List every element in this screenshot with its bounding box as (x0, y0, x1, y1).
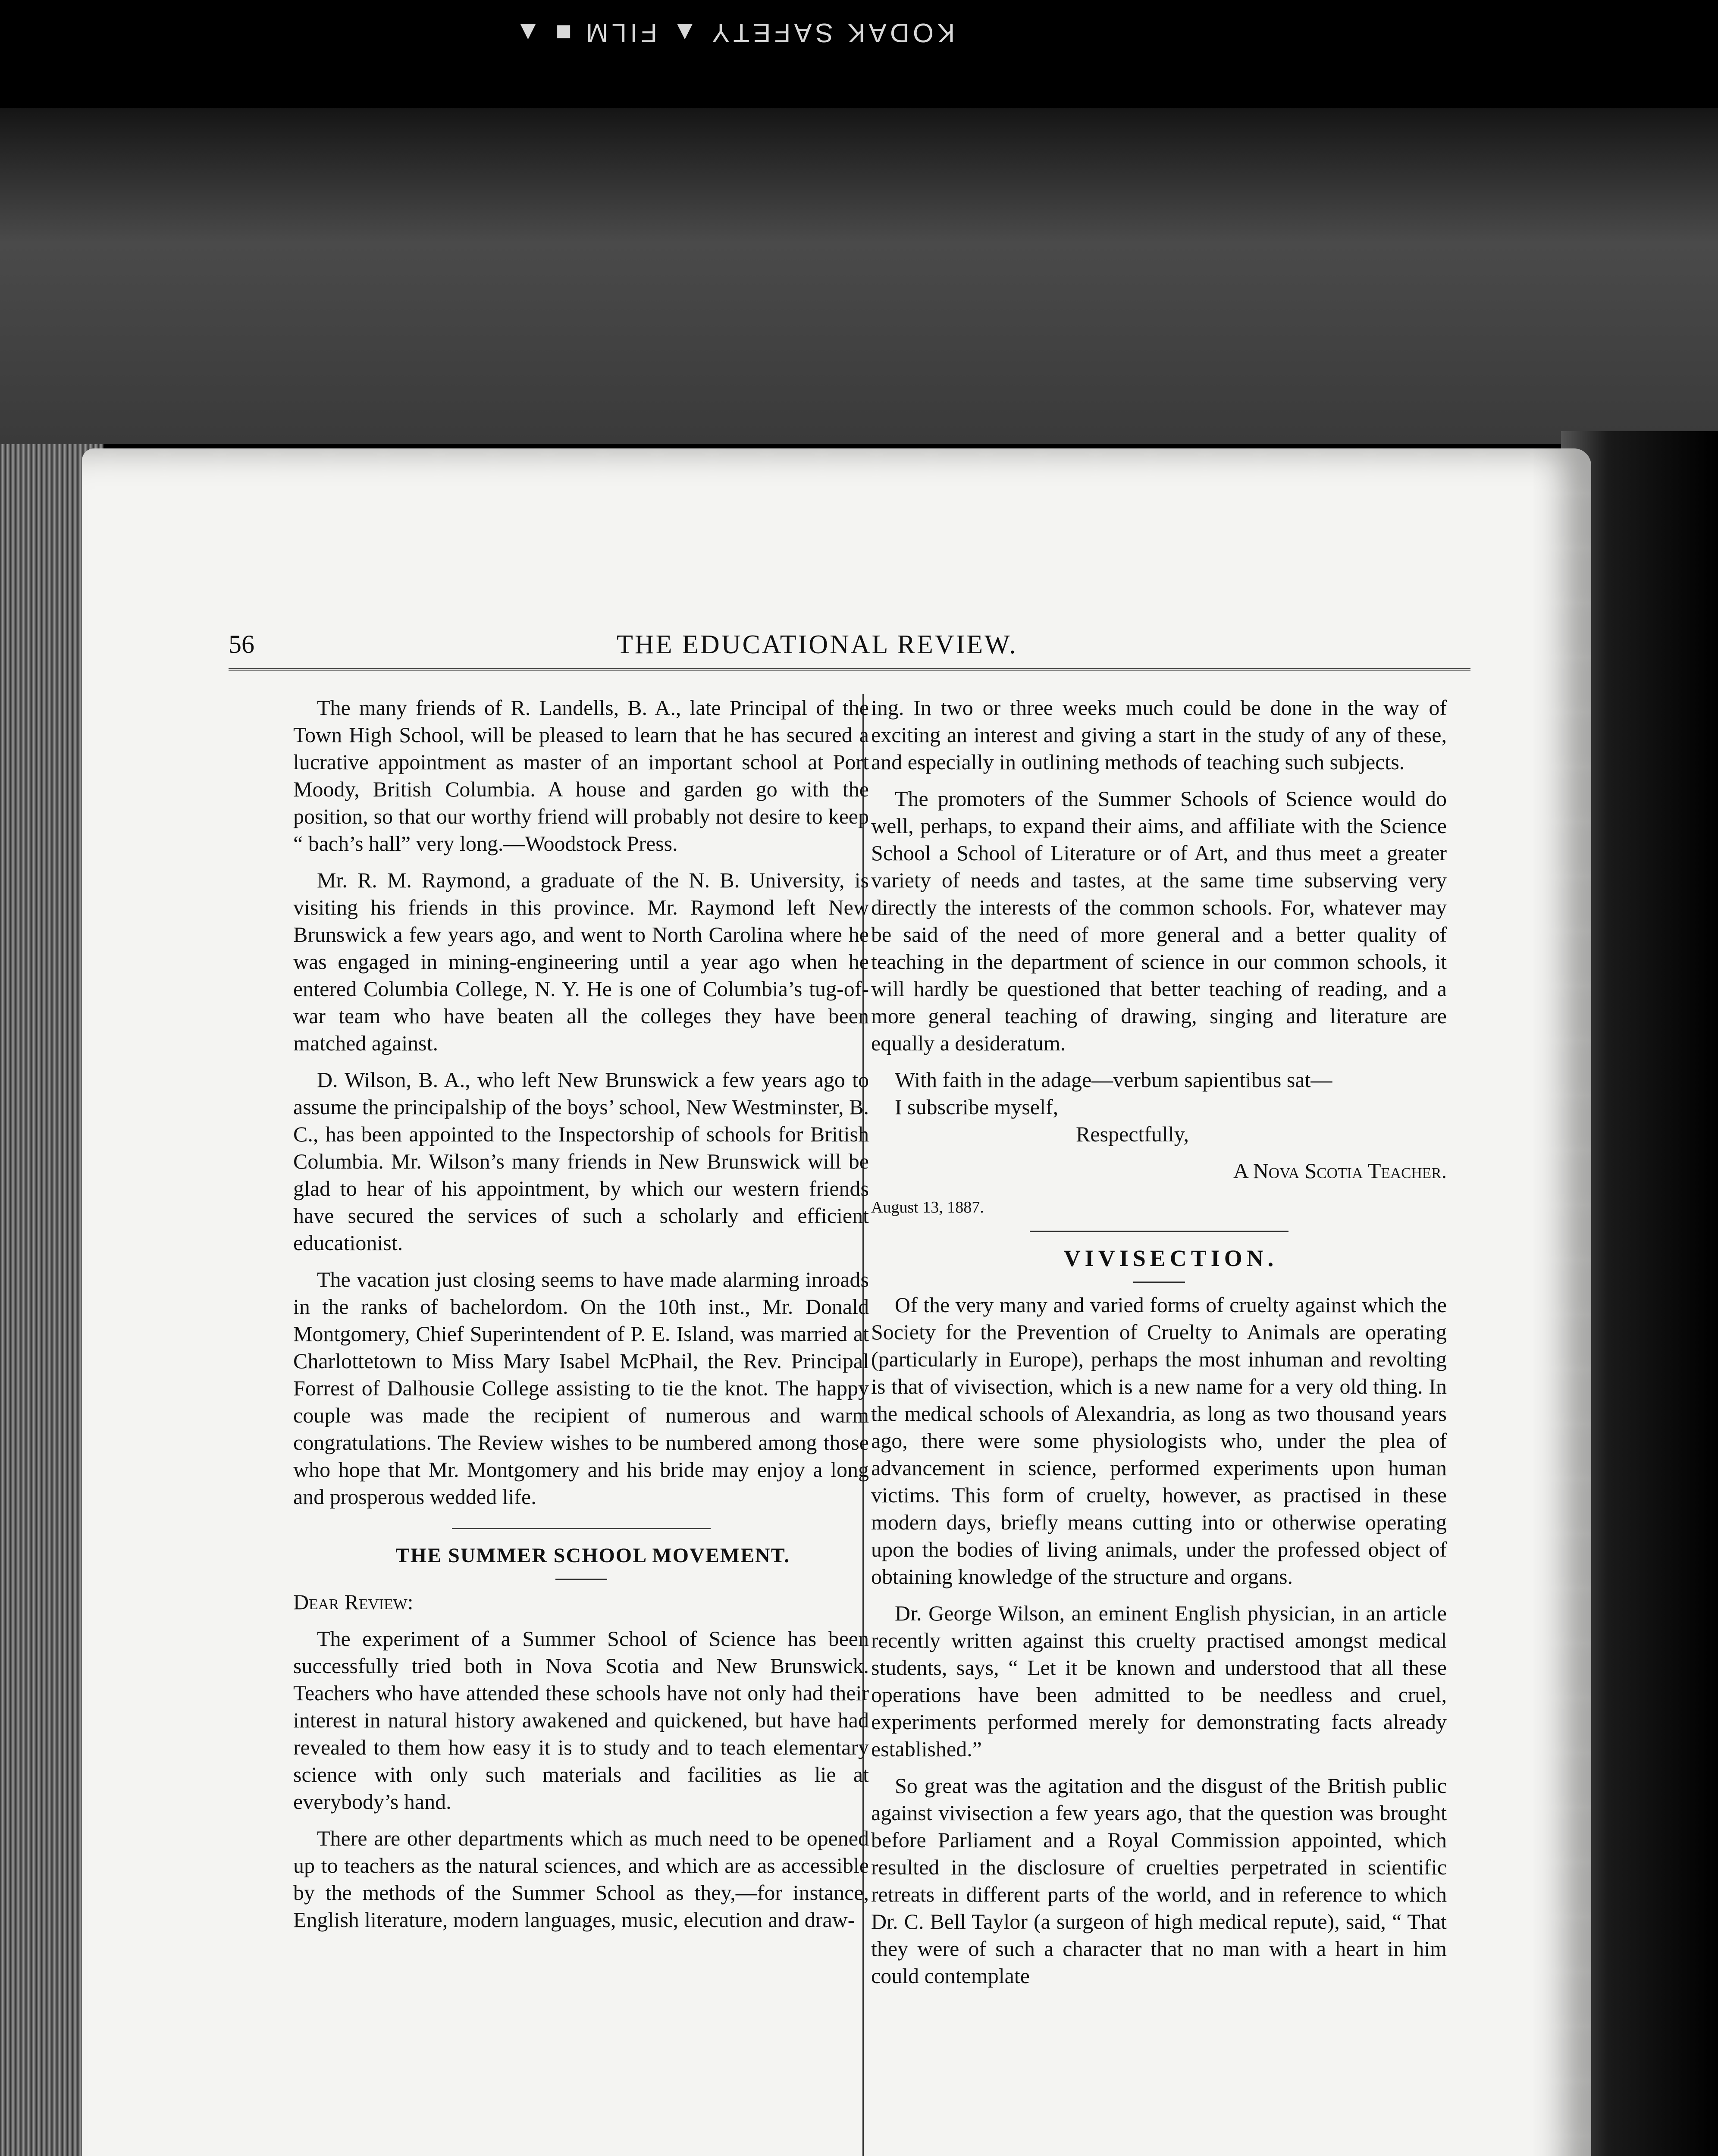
news-paragraph: D. Wilson, B. A., who left New Brunswick a few years ago to assume the principalship of the boys’ school, New Westminster, B. C., has been appointed to the Inspectorship of schools for British Columbia. Mr. Wilson’s many friends in New Brunswick will be glad to hear of his appointment, by which our western friends have secured the services of such a scholarly and efficient educationist. (293, 1068, 869, 1255)
letter-paragraph: There are other departments which as much need to be opened up to teachers as the natural sciences, and which are as accessible by the methods of the Summer School as they,—for instance, English literature, modern languages, music, elecution and draw- (293, 1826, 869, 1932)
letter-signature: A Nova Scotia Teacher. (1233, 1159, 1447, 1183)
letter-date: August 13, 1887. (871, 1198, 984, 1216)
title-underline (1133, 1282, 1185, 1283)
vivisection-title: VIVISECTION. (1063, 1245, 1278, 1271)
film-strip (0, 0, 1718, 108)
page-number: 56 (229, 630, 254, 658)
letter-paragraph: ing. In two or three weeks much could be done in the way of exciting an interest and giving a start in the study of any of these, and especially in outlining methods of teaching such subjects. (871, 696, 1447, 774)
running-title: THE EDUCATIONAL REVIEW. (617, 630, 1018, 659)
section-divider (452, 1528, 711, 1529)
letter-closing-line: I subscribe myself, (895, 1095, 1059, 1119)
news-paragraph: Mr. R. M. Raymond, a graduate of the N. B. University, is visiting his friends in this province. Mr. Raymond left New Brunswick a few years ago, and went to North Carolina where he was engaged in mining-engineering until a year ago when he entered Columbia College, N. Y. He is one of Columbia’s tug-of-war team who have beaten all the colleges they have been matched against. (293, 868, 869, 1055)
news-paragraph: The vacation just closing seems to have made alarming inroads in the ranks of bachelordom. On the 10th inst., Mr. Donald Montgomery, Chief Superintendent of P. E. Island, was married at Charlottetown to Miss Mary Isabel McPhail, the Rev. Principal Forrest of Dalhousie College assisting to tie the knot. The happy couple was made the recipient of numerous and warm congratulations. The Review wishes to be numbered among those who hope that Mr. Montgomery and his bride may enjoy a long and prosperous wedded life. (293, 1267, 869, 1509)
letter-paragraph: The experiment of a Summer School of Science has been successfully tried both in Nova Scotia and New Brunswick. Teachers who have attended these schools have not only had their interest in natural history awakened and quickened, but have had revealed to them how easy it is to study and to teach elementary science with only such materials and facilities as lie at everybody’s hand. (293, 1626, 869, 1814)
letter-paragraph: With faith in the adage—verbum sapientibus sat— (895, 1068, 1332, 1092)
film-edge-text: KODAK SAFETY ▲ FILM ■ ▲ (511, 18, 955, 47)
header-rule (229, 668, 1470, 671)
right-column (871, 694, 1447, 1999)
title-underline (555, 1579, 607, 1580)
article-paragraph: Dr. George Wilson, an eminent English physician, in an article recently written against this cruelty practised amongst medical students, says, “ Let it be known and understood that all these operations have been admitted to be needless and cruel, experiments performed merely for demonstrating facts already established.” (871, 1601, 1447, 1761)
article-paragraph: Of the very many and varied forms of cruelty against which the Society for the Prevention of Cruelty to Animals are operating (particularly in Europe), perhaps the most inhuman and revolting is that of vivisection, which is a new name for a very old thing. In the medical schools of Alexandria, as long as two thousand years ago, there were some physiologists who, under the plea of advancement in science, performed experiments upon human victims. This form of cruelty, however, as practised in these modern days, briefly means cutting into or otherwise operating upon the bodies of living animals, under the professed object of obtaining knowledge of the structure and organs. (871, 1293, 1447, 1589)
article-paragraph: So great was the agitation and the disgust of the British public against vivisection a few years ago, that the question was brought before Parliament and a Royal Commission appointed, which resulted in the disclosure of cruelties perpetrated in scientific retreats in different parts of the world, and in reference to which Dr. C. Bell Taylor (a surgeon of high medical repute), said, “ That they were of such a character that no man with a heart in him could contemplate (871, 1774, 1447, 1988)
left-column (293, 694, 869, 1943)
summer-school-title: THE SUMMER SCHOOL MOVEMENT. (395, 1544, 790, 1567)
letter-salutation: Dear Review: (293, 1590, 414, 1614)
section-divider (1030, 1231, 1288, 1232)
news-paragraph: The many friends of R. Landells, B. A., late Principal of the Town High School, will be pleased to learn that he has secured a lucrative appointment as master of an important school at Port Moody, British Columbia. A house and garden go with the position, so that our worthy friend will probably not desire to keep “ bach’s hall” very long.—Woodstock Press. (293, 696, 869, 856)
scan-background (0, 108, 1718, 444)
page-header (229, 630, 1479, 677)
letter-respectfully: Respectfully, (1076, 1122, 1189, 1146)
letter-paragraph: The promoters of the Summer Schools of Science would do well, perhaps, to expand their aims, and affiliate with the Science School a School of Literature or of Art, and thus meet a greater variety of needs and tastes, at the same time subserving very directly the interests of the common schools. For, whatever may be said of the need of more general and a better quality of teaching in the department of science in our common schools, it will hardly be questioned that better teaching of reading, and a more general teaching of drawing, singing and literature are equally a desideratum. (871, 787, 1447, 1055)
